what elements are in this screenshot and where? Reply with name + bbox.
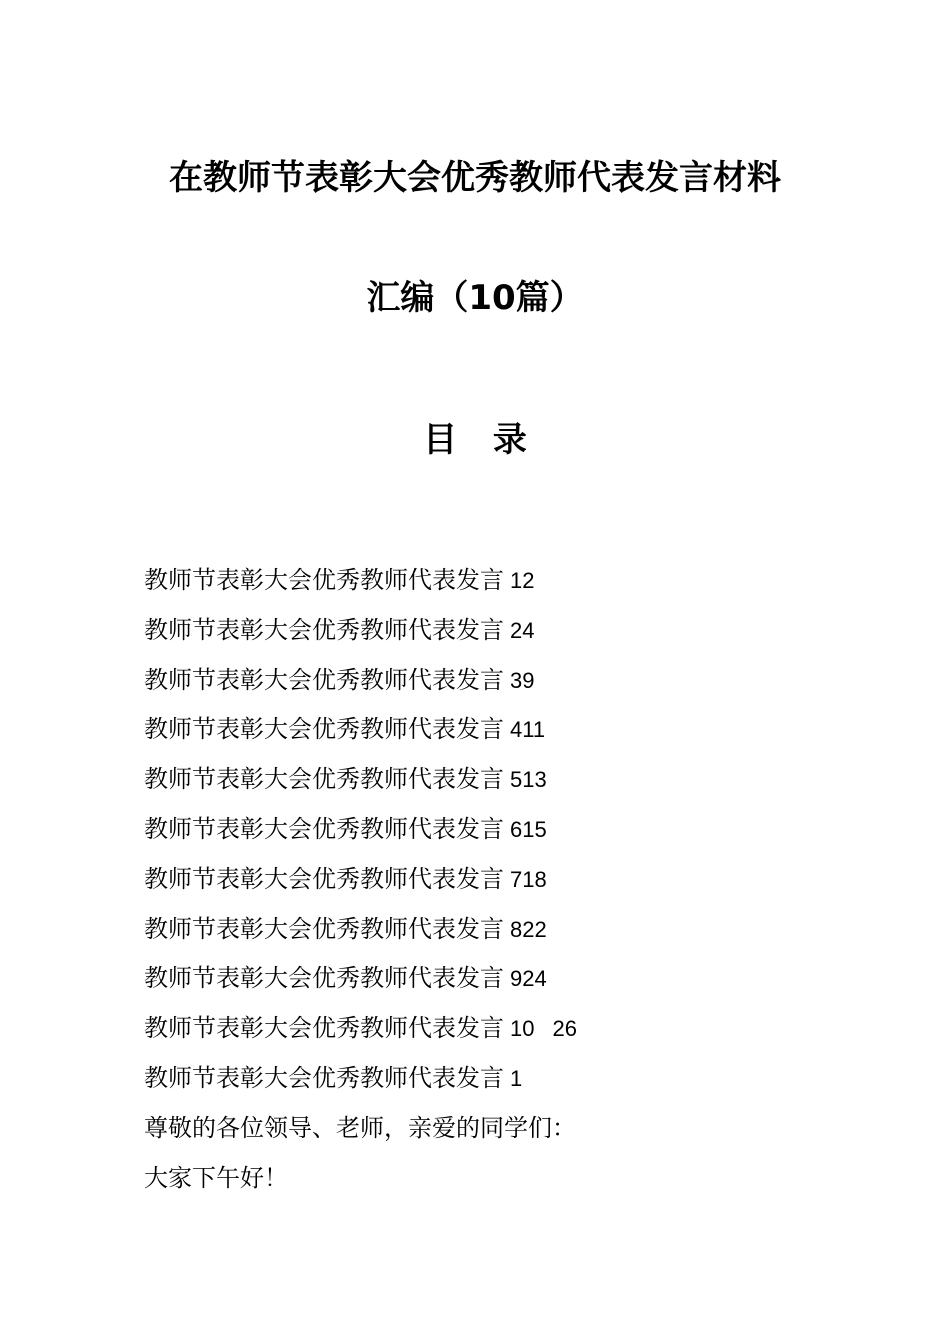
toc-heading: 目 录 (423, 420, 539, 460)
toc-entry[interactable] (144, 909, 844, 959)
toc-entry-number: 10 (510, 1016, 535, 1042)
toc-entry[interactable] (144, 1008, 844, 1058)
toc-entry[interactable] (144, 958, 844, 1008)
toc-entry-page: 26 (552, 1016, 577, 1042)
toc-entry-number: 513 (510, 767, 547, 793)
toc-entry[interactable] (144, 560, 844, 610)
toc-entry[interactable] (144, 709, 844, 759)
toc-entry-label: 教师节表彰大会优秀教师代表发言 (144, 566, 504, 594)
toc-entry-label: 教师节表彰大会优秀教师代表发言 (144, 914, 504, 943)
toc-entry-number: 39 (510, 667, 535, 693)
toc-entry-label: 教师节表彰大会优秀教师代表发言 (144, 864, 504, 893)
toc-entry[interactable] (144, 610, 844, 660)
toc-entry[interactable] (144, 759, 844, 809)
toc-entry[interactable] (144, 660, 844, 710)
toc-entry-label: 教师节表彰大会优秀教师代表发言 (144, 964, 504, 993)
toc-entry-label: 教师节表彰大会优秀教师代表发言 (144, 765, 504, 794)
toc-entry-label: 教师节表彰大会优秀教师代表发言 (144, 715, 504, 744)
toc-entry-label: 教师节表彰大会优秀教师代表发言 (144, 1014, 504, 1043)
toc-entry-number: 924 (510, 966, 547, 992)
toc-entry-label: 教师节表彰大会优秀教师代表发言 (144, 665, 504, 694)
toc-entry-number: 411 (510, 717, 546, 743)
opening-greeting-text: 大家下午好！ (144, 1164, 288, 1192)
toc-entry-number: 822 (510, 916, 547, 942)
toc-entry[interactable] (144, 859, 844, 909)
toc-entry-number: 24 (510, 617, 535, 643)
toc-entry-label: 教师节表彰大会优秀教师代表发言 (144, 615, 504, 644)
document-title-line-1: 在教师节表彰大会优秀教师代表发言材料 (169, 158, 781, 198)
toc-entry-number: 1 (510, 1065, 523, 1091)
toc-entry[interactable] (144, 809, 844, 859)
toc-entry-number: 718 (510, 866, 547, 892)
salutation-text: 尊敬的各位领导、老师，亲爱的同学们： (144, 1114, 576, 1142)
toc-entry-label: 教师节表彰大会优秀教师代表发言 (144, 1063, 504, 1092)
toc-entry-number: 615 (510, 816, 547, 842)
toc-entry-label: 教师节表彰大会优秀教师代表发言 (144, 814, 504, 843)
toc-list (144, 560, 844, 1108)
toc-entry[interactable] (144, 1058, 844, 1108)
toc-entry-number: 12 (510, 568, 535, 593)
document-title-line-2: 汇编（10篇） (366, 278, 584, 318)
